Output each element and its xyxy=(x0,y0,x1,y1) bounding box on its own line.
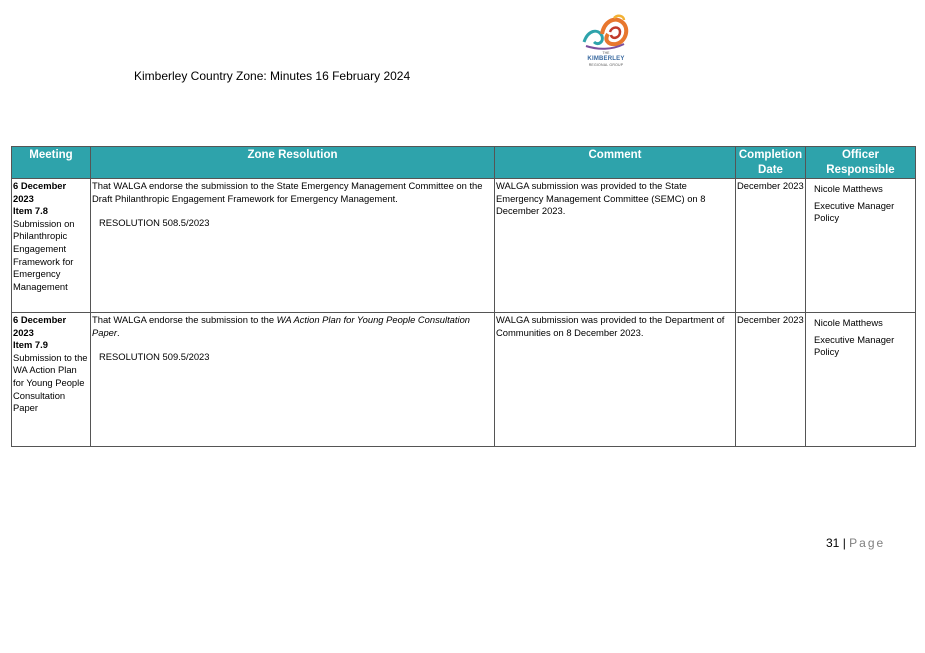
meeting-cell xyxy=(12,179,91,313)
completion-date: December 2023 xyxy=(737,180,804,191)
resolution-number: RESOLUTION 508.5/2023 xyxy=(99,217,210,229)
resolution-italic-title: WA Action Plan for Young People Consultation Paper xyxy=(92,314,471,338)
header-meeting: Meeting xyxy=(12,147,91,179)
header-zone-resolution: Zone Resolution xyxy=(91,147,495,179)
logo-the: THE xyxy=(602,51,610,55)
resolution-prefix: That WALGA endorse the submission to the xyxy=(92,314,277,325)
completion-date: December 2023 xyxy=(737,314,804,325)
header-completion-date: Completion Date xyxy=(736,147,806,179)
page-title: Kimberley Country Zone: Minutes 16 February 2024 xyxy=(134,69,411,83)
resolution-number: RESOLUTION 509.5/2023 xyxy=(99,351,210,363)
meeting-date: 6 December 2023 xyxy=(13,180,67,204)
officer-title: Executive Manager Policy xyxy=(814,333,895,358)
resolution-suffix: . xyxy=(117,326,120,338)
logo-wordmark xyxy=(576,50,636,68)
table-row xyxy=(12,313,916,447)
officer-cell xyxy=(806,179,916,313)
completion-date-cell xyxy=(736,313,806,447)
completion-date-cell xyxy=(736,179,806,313)
resolution-text xyxy=(92,314,493,339)
meeting-date: 6 December 2023 xyxy=(13,314,67,338)
meeting-item: Item 7.9 xyxy=(13,339,48,351)
meeting-item-title: Submission on Philanthropic Engagement Framework for Emergency Management xyxy=(13,217,75,292)
table-row xyxy=(12,179,916,313)
table-header-row xyxy=(12,147,916,179)
resolution-cell xyxy=(91,313,495,447)
comment-cell xyxy=(495,313,736,447)
page-label: Page xyxy=(849,536,886,550)
page-number xyxy=(826,536,885,550)
comment-text: WALGA submission was provided to the State Emergency Management Committee (SEMC) on 8 December 2023. xyxy=(496,180,706,217)
resolution-cell xyxy=(91,179,495,313)
officer-cell xyxy=(806,313,916,447)
meeting-cell xyxy=(12,313,91,447)
officer-name: Nicole Matthews xyxy=(814,317,883,328)
comment-cell xyxy=(495,179,736,313)
resolution-text: That WALGA endorse the submission to the State Emergency Management Committee on the Draft Philanthropic Engagement Framework for Emergency Management. xyxy=(92,180,483,204)
header-comment: Comment xyxy=(495,147,736,179)
meeting-item-title: Submission to the WA Action Plan for Young People Consultation Paper xyxy=(13,351,88,414)
officer-title: Executive Manager Policy xyxy=(814,199,895,224)
meeting-item: Item 7.8 xyxy=(13,205,48,217)
page-number-separator: | xyxy=(842,536,846,550)
logo-subtitle: REGIONAL GROUP xyxy=(588,63,624,67)
logo-name: KIMBERLEY xyxy=(587,56,625,62)
header-officer-responsible: Officer Responsible xyxy=(806,147,916,179)
minutes-table xyxy=(11,146,916,447)
comment-text: WALGA submission was provided to the Department of Communities on 8 December 2023. xyxy=(496,314,725,338)
officer-name: Nicole Matthews xyxy=(814,183,883,194)
page-number-value: 31 xyxy=(826,536,840,550)
